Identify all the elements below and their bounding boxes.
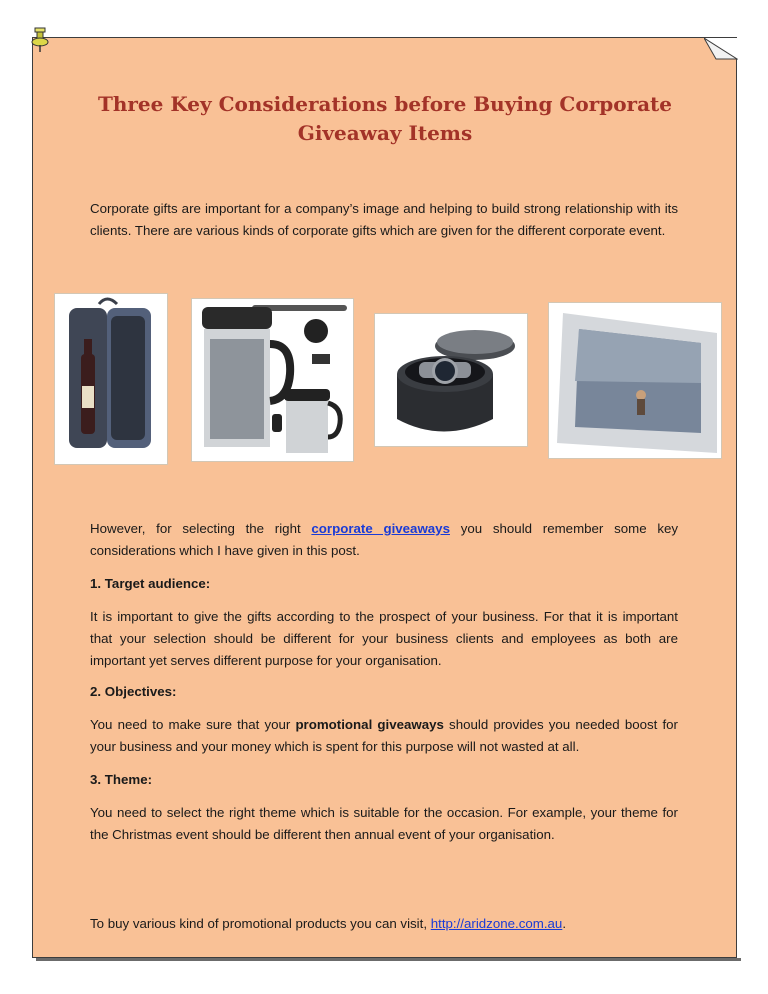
footer-text-after: . — [562, 916, 567, 931]
photo-frame-image — [548, 302, 722, 459]
intro-paragraph: Corporate gifts are important for a company’s image and helping to build strong relationship with its clients. There are various kinds of corporate gifts which are given for the different corporate event. — [90, 201, 678, 238]
section-2-text-before: You need to make sure that your — [90, 717, 296, 732]
promotional-giveaways-text: promotional giveaways — [295, 717, 444, 732]
footer-paragraph — [90, 913, 678, 935]
selection-text-after: you should remember some key considerations which I have given in this post. — [90, 521, 679, 558]
footer-text-before: To buy various kind of promotional products you can visit, — [90, 916, 431, 931]
section-3-heading: 3. Theme: — [90, 772, 153, 787]
section-1-body: It is important to give the gifts according to the prospect of your business. For that it is important that your selection should be different for your business clients and employees as both are important yet serves different purpose for your organisation. — [90, 609, 678, 668]
page-curl-icon — [704, 38, 738, 60]
travel-mug-set-image — [191, 298, 354, 462]
page-title: Three Key Considerations before Buying Corporate Giveaway Items — [97, 92, 673, 145]
aridzone-link[interactable]: http://aridzone.com.au — [430, 916, 563, 931]
selection-paragraph — [90, 518, 678, 562]
section-2-text-after: should provides you needed boost for your business and your money which is spent for this purpose will not wasted at all. — [90, 717, 678, 754]
selection-text-before: However, for selecting the right — [90, 521, 312, 536]
pushpin-icon — [30, 27, 50, 53]
section-3-body: You need to select the right theme which is suitable for the occasion. For example, your theme for the Christmas event should be different then annual event of your organisation. — [90, 805, 678, 842]
corporate-giveaways-link[interactable]: corporate giveaways — [311, 521, 450, 536]
section-2-heading: 2. Objectives: — [90, 684, 177, 699]
wine-carrier-image — [54, 293, 168, 465]
section-2-body — [90, 714, 678, 758]
watch-tin-image — [374, 313, 528, 447]
page-shadow — [36, 958, 741, 961]
section-1-heading: 1. Target audience: — [90, 576, 211, 591]
